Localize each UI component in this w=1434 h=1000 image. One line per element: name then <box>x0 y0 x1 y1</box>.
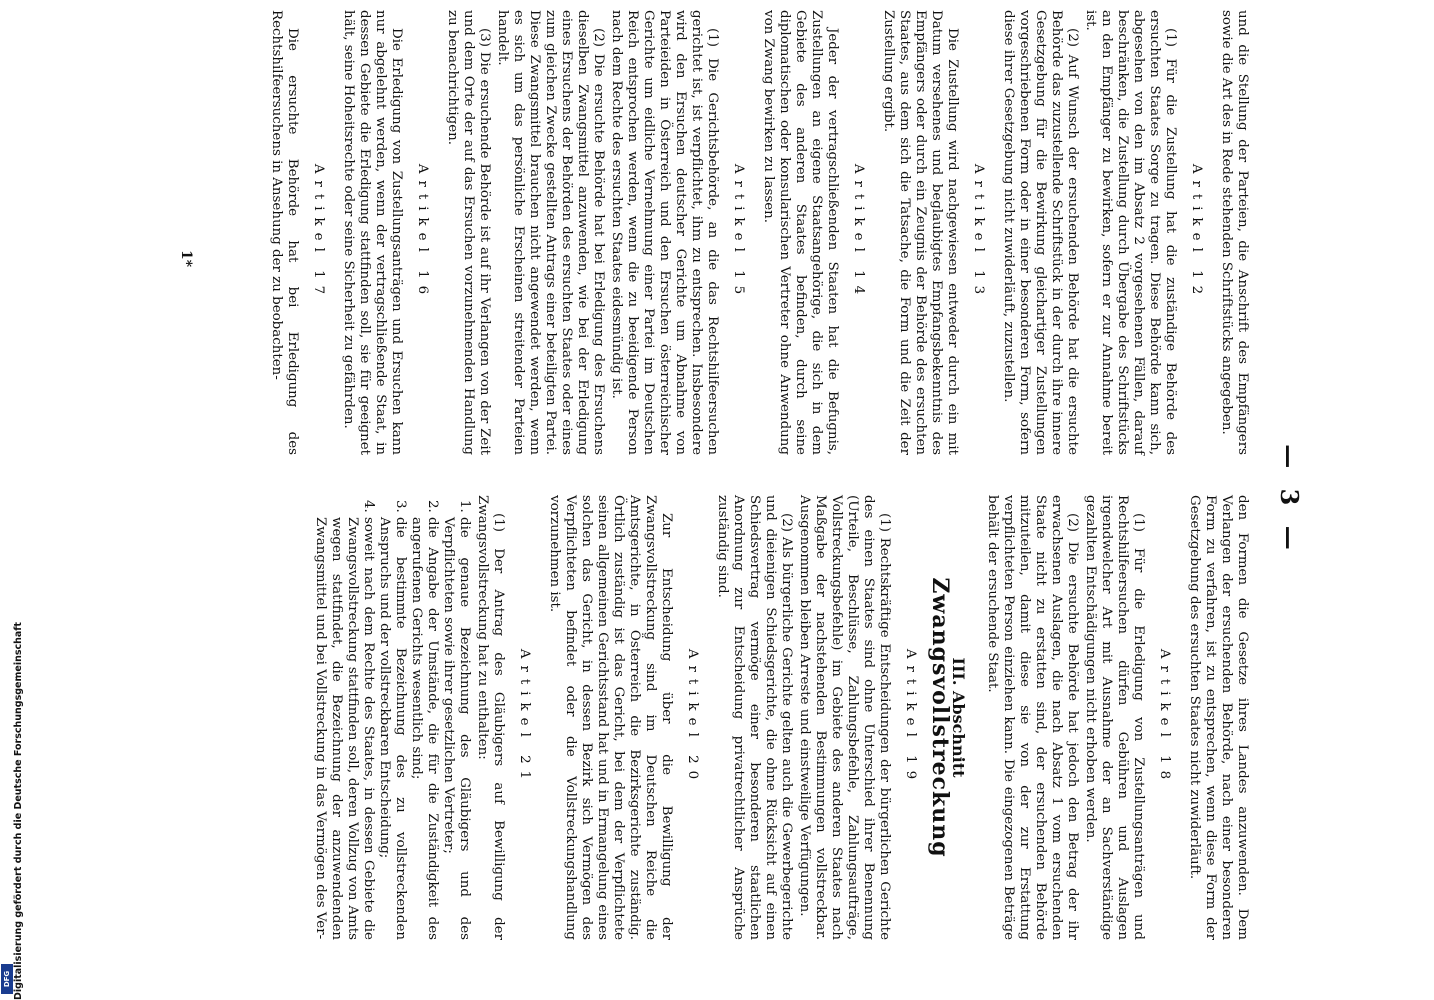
digitization-sidebar <box>0 0 24 1000</box>
right-intro: den Formen die Gesetze ihres Landes anzuwenden. Dem Verlangen der ersuchenden Behörde, nach einer besonderen Form zu verfahren, ist zu entsprechen, wenn diese Form der Gesetzgebung des ersuchten Staates nicht zuwiderläuft. <box>1187 495 1250 940</box>
list-item: 4. soweit nach dem Rechte des Staates, in dessen Gebiete die Zwangsvollstreckung stattfinden soll, deren Vollzug von Amts wegen stattfindet, die Bezeichnung der anzuwendenden Zwangsmittel und bei Vollstreckung in das Vermögen des Ver- <box>312 517 376 940</box>
article-17-heading: Artikel 17 <box>311 163 326 302</box>
article-13-para-1: Die Zustellung wird nachgewiesen entweder durch ein mit Datum versehenes und beglaubigtes Empfangsbekenntnis des Empfängers oder durch ein Zeugnis der Behörde des ersuchten Staates, aus dem sich die Tatsache, die Form und die Zeit der Zustellung ergibt. <box>881 10 960 455</box>
list-item: 1. die genaue Bezeichnung des Gläubigers und des Verpflichteten sowie ihrer gesetzlichen Vertreter; <box>440 517 472 940</box>
digitization-credit: Digitalisierung gefördert durch die Deutsche Forschungsgemeinschaft <box>13 622 24 1000</box>
article-17-para-1: Die ersuchte Behörde hat bei Erledigung des Rechtshilfeersuchens in Ansehung der zu beobachten- <box>269 10 300 455</box>
article-20-para-1: Zur Entscheidung über die Bewilligung der Zwangsvollstreckung sind im Deutschen Reiche die Amtsgerichte, in Österreich die Bezirksgerichte zuständig. Örtlich zuständig ist das Gericht, bei dem der Verpflichtete seinen allgemeinen Gerichtsstand hat und in Ermangelung eines solchen das Gericht, in dessen Bezirk sich Vermögen des Verpflichteten befindet oder die Vollstreckungshandlung vorzunehmen ist. <box>547 495 674 940</box>
article-21-heading: Artikel 21 <box>517 648 532 787</box>
dfg-logo: DFG <box>1 964 13 994</box>
article-12-para-1: (1) Für die Zustellung hat die zuständige Behörde des ersuchten Staates Sorge zu tragen. Diese Behörde kann sich, abgesehen von den im Absatz 2 vorgesehenen Fällen, darauf beschränken, die Zustellung durch Übergabe des Schriftstücks an den Empfänger zu bewirken, sofern er zur Annahme bereit ist. <box>1083 10 1178 455</box>
section-heading: III. Abschnitt <box>949 657 968 778</box>
article-19-para-2: (2) Als bürgerliche Gerichte gelten auch die Gewerbegerichte und dieienigen Schiedsgerichte, die ohne Rücksicht auf einen Schiedsvertrag vermöge einer besonderen staatlichen Anordnung zur Entscheidung privatrechtlicher Ansprüche zuständig sind. <box>715 495 794 940</box>
signature-mark: 1* <box>178 250 194 268</box>
article-20-heading: Artikel 20 <box>685 648 700 787</box>
article-18-para-1: (1) Für die Erledigung von Zustellungsanträgen und Rechtshilfeersuchen dürfen Gebühren und Auslagen irgendwelcher Art mit Ausnahme der an Sachverständige gezahlten Entschädigungen nicht erhoben werden. <box>1083 495 1146 940</box>
list-item: 3. die bestimmte Bezeichnung des zu vollstreckenden Anspruchs und der vollstreckbaren Entscheidung; <box>376 517 408 940</box>
article-16-heading: Artikel 16 <box>415 163 430 302</box>
list-item: 2. die Angabe der Umstände, die für die Zuständigkeit des angerufenen Gerichts wesentlich sind; <box>408 517 440 940</box>
left-intro: und die Stellung der Parteien, die Anschrift des Empfängers sowie die Art des in Rede stehenden Schriftstücks angegeben. <box>1219 10 1250 455</box>
article-15-para-2: (2) Die ersuchte Behörde hat bei Erledigung des Ersuchens dieselben Zwangsmittel anzuwenden, wie bei der Erledigung eines Ersuchens der Behörden des ersuchten Staates oder eines zum gleichen Zwecke gestellten Antrags einer beteiligten Partei. Diese Zwangsmittel brauchen nicht angewendet werden, wenn es sich um das persönliche Erscheinen streitender Parteien handelt. <box>495 10 606 455</box>
article-18-para-2: (2) Die ersuchte Behörde hat jedoch den Betrag der ihr erwachsenen Auslagen, die nach Absatz 1 vom ersuchenden Staate nicht zu erstatten sind, der ersuchenden Behörde mitzuteilen, damit diese sie von der zur Erstattung verpflichteten Person einziehen kann. Die eingezogenen Beträge behält der ersuchende Staat. <box>985 495 1080 940</box>
article-15-para-3: (3) Die ersuchende Behörde ist auf ihr Verlangen von der Zeit und dem Orte der auf das Ersuchen vorzunehmenden Handlung zu benachrichtigen. <box>445 10 492 455</box>
article-21-para-1: (1) Der Antrag des Gläubigers auf Bewilligung der Zwangsvollstreckung hat zu enthalten: <box>475 495 506 940</box>
article-19-para-1: (1) Rechtskräftige Entscheidungen der bürgerlichen Gerichte des einen Staates sind ohne Unterschied ihrer Benennung (Urteile, Beschlüsse, Zahlungsbefehle, Zahlungsaufträge, Vollstreckungsbefehle) im Gebiete des anderen Staates nach Maßgabe der nachstehenden Bestimmungen vollstreckbar. Ausgenommen bleiben Arreste und einstweilige Verfügungen. <box>797 495 892 940</box>
article-16-para-1: Die Erledigung von Zustellungsanträgen und Ersuchen kann nur abgelehnt werden, wenn der vertragschließende Staat, in dessen Gebiete die Erledigung stattfinden soll, sie für geeignet hält, seine Hoheitsrechte oder seine Sicherheit zu gefährden. <box>341 10 404 455</box>
section-title: Zwangsvollstreckung <box>927 577 953 858</box>
right-column <box>312 495 1250 940</box>
rotated-sheet <box>110 10 1310 990</box>
article-12-para-2: (2) Auf Wunsch der ersuchenden Behörde hat die ersuchte Behörde das zuzustellende Schriftstück in der durch ihre innere Gesetzgebung für die Bewirkung gleichartiger Zustellungen vorgeschriebenen Form oder in einer besonderen Form, sofern diese ihrer Gesetzgebung nicht zuwiderläuft, zuzustellen. <box>1001 10 1080 455</box>
article-18-heading: Artikel 18 <box>1157 648 1172 787</box>
article-19-heading: Artikel 19 <box>903 648 918 787</box>
article-21-list <box>312 495 472 940</box>
article-14-heading: Artikel 14 <box>851 163 866 302</box>
article-15-para-1: (1) Die Gerichtsbehörde, an die das Rechtshilfeersuchen gerichtet ist, ist verpflichtet, ihm zu entsprechen. Insbesondere wird den Ersuchen deutscher Gerichte um Abnahme von Parteieiden in Österreich und den Ersuchen österreichischer Gerichte um eidliche Vernehmung einer Partei im Deutschen Reich entsprochen werden, wenn die zu beeidigende Person nach dem Rechte des ersuchten Staates eidesmündig ist. <box>609 10 720 455</box>
article-14-para-1: Jeder der vertragschließenden Staaten hat die Befugnis, Zustellungen an eigene Staatsangehörige, die sich in dem Gebiete des anderen Staates befinden, durch seine diplomatischen oder konsularischen Vertreter ohne Anwendung von Zwang bewirken zu lassen. <box>761 10 840 455</box>
article-12-heading: Artikel 12 <box>1189 163 1204 302</box>
page-number: — 3 — <box>1275 444 1304 556</box>
left-column <box>266 10 1250 455</box>
article-13-heading: Artikel 13 <box>971 163 986 302</box>
article-15-heading: Artikel 15 <box>731 163 746 302</box>
